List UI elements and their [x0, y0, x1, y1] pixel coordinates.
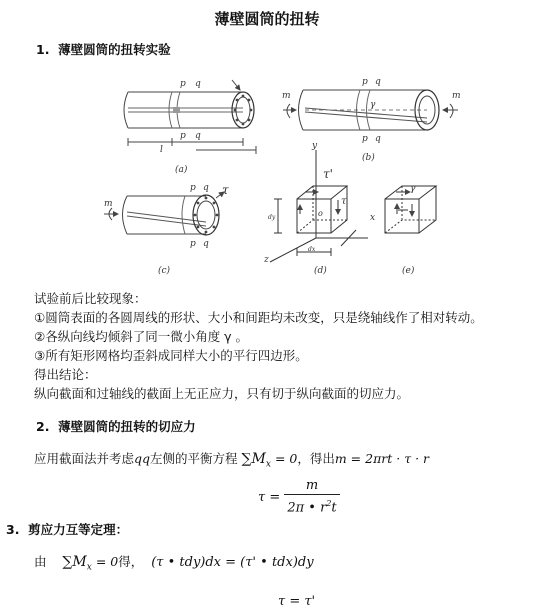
conclusion-label: 得出结论：	[34, 367, 97, 382]
label-d-z: z	[264, 255, 269, 265]
observations	[34, 289, 530, 403]
label-a-q-bottom: q	[195, 131, 201, 141]
label-c-tau: τ	[222, 183, 229, 197]
section-2-heading	[36, 417, 196, 435]
page-title: 薄壁圆筒的扭转	[214, 10, 320, 28]
label-d-dy: dy	[268, 214, 276, 221]
tau-formula-numerator: m	[284, 478, 340, 495]
section-2-qq: qq	[134, 451, 151, 466]
label-b-m-left: m	[282, 91, 291, 101]
section-1-number: 1.	[36, 42, 50, 57]
caption-c: (c)	[158, 266, 171, 276]
section-2-text-before: 应用截面法并考虑	[34, 451, 135, 466]
figure-d-element	[270, 150, 368, 262]
section-2-eq-sub: x	[265, 459, 271, 470]
section-2-result: m = 2πrt · τ · r	[334, 451, 430, 466]
observation-3: ③所有矩形网格均歪斜成同样大小的平行四边形。	[34, 348, 308, 363]
tau-formula-lhs: τ =	[258, 490, 281, 505]
section-3-eq-rhs: = 0	[95, 554, 119, 569]
label-d-x: x	[370, 213, 376, 223]
section-3-sentence	[34, 552, 314, 578]
label-b-p-top: p	[362, 77, 368, 87]
section-3-result: τ = τ'	[278, 594, 316, 609]
section-2-text-after: ，得出	[297, 451, 335, 466]
label-c-m: m	[104, 199, 113, 209]
section-1-title: 薄壁圆筒的扭转实验	[58, 42, 171, 57]
label-c-q-bottom: q	[203, 239, 209, 249]
label-b-m-right: m	[452, 91, 461, 101]
label-c-p-bottom: p	[190, 239, 196, 249]
label-b-gamma: γ	[370, 100, 376, 110]
label-a-l: l	[160, 145, 163, 155]
section-3-number: 3.	[6, 522, 20, 537]
section-2-number: 2.	[36, 419, 50, 434]
label-b-q-bottom: q	[375, 134, 381, 144]
figure-a-cylinder	[124, 80, 256, 154]
observations-intro: 试验前后比较现象：	[34, 291, 147, 306]
figure-c-cylinder	[104, 192, 224, 235]
section-3-heading	[6, 520, 128, 538]
section-3-title: 剪应力互等定理：	[28, 522, 129, 537]
section-3-equation: (τ • tdy)dx = (τ' • tdx)dy	[151, 555, 314, 570]
label-a-p-top: p	[180, 79, 186, 89]
label-d-tau-prime: τ'	[323, 167, 333, 181]
section-3-de: 得，	[118, 554, 144, 569]
caption-e: (e)	[402, 266, 415, 276]
section-2-eq-rhs: = 0	[274, 451, 298, 466]
label-c-p-top: p	[190, 183, 196, 193]
figure-b-cylinder	[283, 90, 458, 130]
observation-1: ①圆筒表面的各圆周线的形状、大小和间距均未改变，只是绕轴线作了相对转动。	[34, 310, 483, 325]
section-3-eq-sub: x	[86, 562, 92, 573]
section-3-eq-sum: ∑M	[62, 554, 87, 570]
label-a-q-top: q	[195, 79, 201, 89]
label-e-gamma: γ	[410, 184, 416, 194]
conclusion-text: 纵向截面和过轴线的截面上无正应力，只有切于纵向截面的切应力。	[34, 386, 410, 401]
caption-b: (b)	[362, 153, 375, 163]
tau-den-base: 2π • r	[287, 500, 327, 516]
label-d-dx: dx	[308, 246, 316, 253]
label-d-o: o	[318, 209, 323, 218]
label-d-tau: τ	[341, 196, 347, 207]
observation-2: ②各纵向线均倾斜了同一微小角度 γ 。	[34, 329, 249, 344]
label-b-q-top: q	[375, 77, 381, 87]
section-2-text-mid: 左侧的平衡方程	[150, 451, 238, 466]
label-c-q-top: q	[203, 183, 209, 193]
label-b-p-bottom: p	[362, 134, 368, 144]
tau-den-exp: 2	[326, 499, 332, 508]
caption-d: (d)	[314, 266, 327, 276]
tau-formula-denominator	[284, 499, 340, 515]
section-2-sentence	[34, 449, 429, 475]
section-3-you: 由	[34, 554, 47, 569]
caption-a: (a)	[175, 165, 188, 175]
tau-den-tail: t	[331, 500, 337, 516]
section-2-title: 薄壁圆筒的扭转的切应力	[58, 419, 196, 434]
label-a-p-bottom: p	[180, 131, 186, 141]
section-2-eq-sum: ∑M	[241, 451, 266, 467]
label-d-y: y	[312, 141, 318, 151]
